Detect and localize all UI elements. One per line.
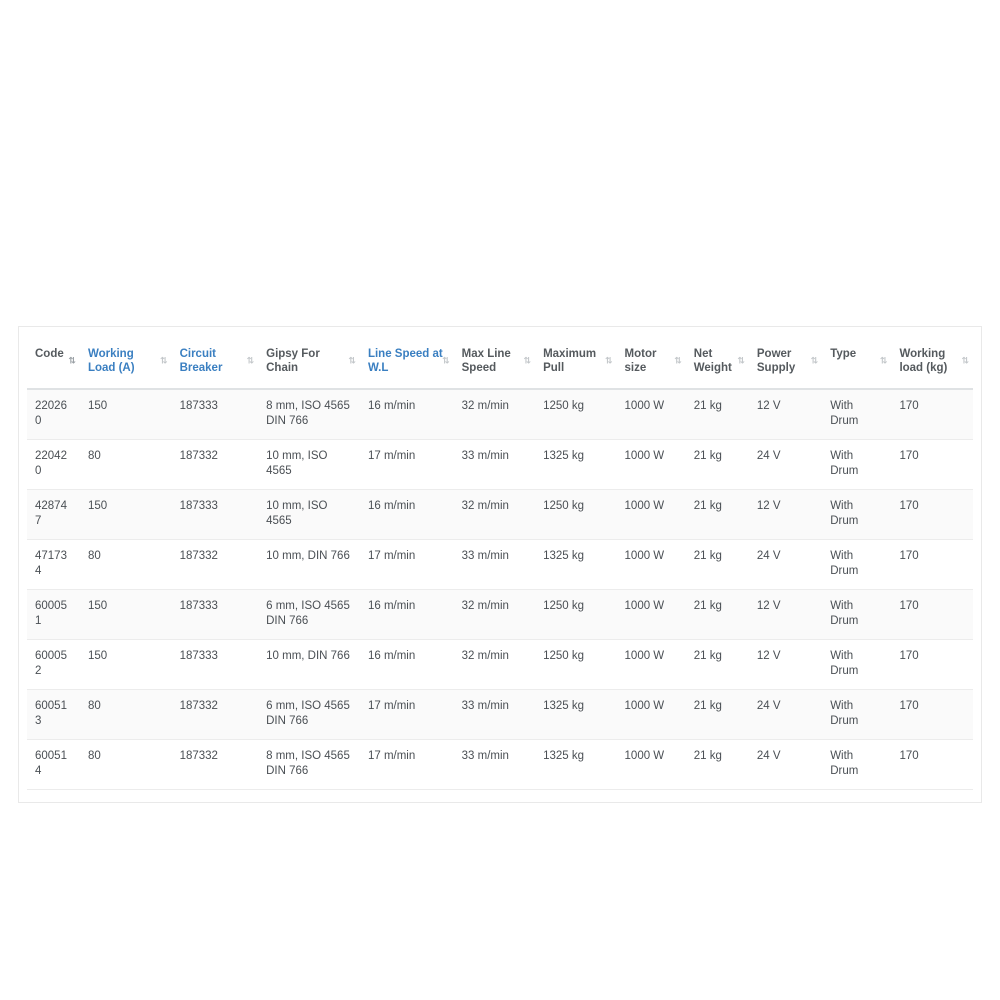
cell-motor-size: 1000 W — [617, 639, 686, 689]
cell-net-weight: 21 kg — [686, 689, 749, 739]
column-header-maximum-pull-label: Maximum Pull — [543, 348, 597, 375]
cell-max-line-speed: 32 m/min — [454, 389, 535, 440]
cell-max-line-speed: 33 m/min — [454, 439, 535, 489]
cell-working-load-a: 80 — [80, 739, 172, 789]
spec-table-container — [18, 326, 982, 803]
column-header-type[interactable] — [822, 337, 891, 389]
cell-maximum-pull: 1250 kg — [535, 589, 616, 639]
cell-working-load-kg: 170 — [891, 589, 973, 639]
cell-gipsy-for-chain: 6 mm, ISO 4565 DIN 766 — [258, 689, 360, 739]
cell-code: 428747 — [27, 489, 80, 539]
cell-line-speed-at-wl: 17 m/min — [360, 539, 454, 589]
column-header-motor-size[interactable] — [617, 337, 686, 389]
sort-arrows-icon[interactable]: ⇅ — [68, 356, 75, 367]
column-header-net-weight[interactable] — [686, 337, 749, 389]
cell-code: 471734 — [27, 539, 80, 589]
cell-working-load-kg: 170 — [891, 489, 973, 539]
cell-maximum-pull: 1250 kg — [535, 639, 616, 689]
table-body — [27, 389, 973, 790]
cell-max-line-speed: 32 m/min — [454, 489, 535, 539]
cell-maximum-pull: 1325 kg — [535, 539, 616, 589]
cell-maximum-pull: 1325 kg — [535, 689, 616, 739]
cell-gipsy-for-chain: 10 mm, ISO 4565 — [258, 489, 360, 539]
cell-line-speed-at-wl: 16 m/min — [360, 389, 454, 440]
cell-power-supply: 24 V — [749, 739, 822, 789]
sort-arrows-icon[interactable]: ⇅ — [879, 356, 887, 367]
cell-code: 220260 — [27, 389, 80, 440]
cell-power-supply: 24 V — [749, 689, 822, 739]
table-row — [27, 539, 973, 589]
table-row — [27, 439, 973, 489]
cell-working-load-kg: 170 — [891, 389, 973, 440]
cell-line-speed-at-wl: 17 m/min — [360, 689, 454, 739]
cell-gipsy-for-chain: 10 mm, DIN 766 — [258, 539, 360, 589]
cell-gipsy-for-chain: 6 mm, ISO 4565 DIN 766 — [258, 589, 360, 639]
column-header-working-load-a-label: Working Load (A) — [87, 348, 135, 375]
table-header — [27, 337, 973, 389]
cell-type: With Drum — [822, 539, 891, 589]
sort-arrows-icon[interactable]: ⇅ — [604, 356, 612, 367]
cell-type: With Drum — [822, 739, 891, 789]
column-header-motor-size-label: Motor size — [624, 348, 657, 375]
cell-circuit-breaker: 187332 — [172, 689, 259, 739]
table-header-row — [27, 337, 973, 389]
column-header-max-line-speed-label: Max Line Speed — [461, 348, 511, 375]
cell-circuit-breaker: 187332 — [172, 739, 259, 789]
cell-working-load-kg: 170 — [891, 739, 973, 789]
cell-line-speed-at-wl: 16 m/min — [360, 489, 454, 539]
cell-code: 220420 — [27, 439, 80, 489]
sort-arrows-icon[interactable]: ⇅ — [810, 356, 818, 367]
cell-max-line-speed: 33 m/min — [454, 739, 535, 789]
cell-circuit-breaker: 187333 — [172, 639, 259, 689]
table-row — [27, 689, 973, 739]
cell-motor-size: 1000 W — [617, 489, 686, 539]
cell-code: 600052 — [27, 639, 80, 689]
column-header-line-speed-at-wl[interactable] — [360, 337, 454, 389]
column-header-maximum-pull[interactable] — [535, 337, 616, 389]
cell-line-speed-at-wl: 16 m/min — [360, 589, 454, 639]
cell-type: With Drum — [822, 589, 891, 639]
cell-code: 600051 — [27, 589, 80, 639]
column-header-power-supply-label: Power Supply — [756, 348, 796, 375]
cell-gipsy-for-chain: 8 mm, ISO 4565 DIN 766 — [258, 739, 360, 789]
cell-circuit-breaker: 187333 — [172, 389, 259, 440]
column-header-circuit-breaker-label: Circuit Breaker — [179, 348, 223, 375]
cell-power-supply: 12 V — [749, 489, 822, 539]
column-header-working-load-a[interactable] — [80, 337, 172, 389]
sort-arrows-icon[interactable]: ⇅ — [961, 356, 968, 367]
cell-net-weight: 21 kg — [686, 389, 749, 440]
cell-gipsy-for-chain: 8 mm, ISO 4565 DIN 766 — [258, 389, 360, 440]
cell-line-speed-at-wl: 17 m/min — [360, 439, 454, 489]
cell-net-weight: 21 kg — [686, 439, 749, 489]
cell-working-load-kg: 170 — [891, 439, 973, 489]
cell-line-speed-at-wl: 17 m/min — [360, 739, 454, 789]
cell-maximum-pull: 1250 kg — [535, 489, 616, 539]
column-header-max-line-speed[interactable] — [454, 337, 535, 389]
column-header-working-load-kg-label: Working load (kg) — [899, 348, 948, 375]
cell-motor-size: 1000 W — [617, 689, 686, 739]
cell-line-speed-at-wl: 16 m/min — [360, 639, 454, 689]
cell-circuit-breaker: 187332 — [172, 539, 259, 589]
cell-working-load-a: 150 — [80, 589, 172, 639]
cell-motor-size: 1000 W — [617, 389, 686, 440]
cell-net-weight: 21 kg — [686, 539, 749, 589]
column-header-net-weight-label: Net Weight — [693, 348, 732, 375]
cell-net-weight: 21 kg — [686, 739, 749, 789]
cell-circuit-breaker: 187333 — [172, 589, 259, 639]
specifications-table — [27, 337, 973, 790]
column-header-working-load-kg[interactable] — [891, 337, 973, 389]
cell-working-load-kg: 170 — [891, 689, 973, 739]
cell-maximum-pull: 1325 kg — [535, 439, 616, 489]
column-header-line-speed-at-wl-label: Line Speed at W.L — [367, 348, 443, 375]
cell-power-supply: 24 V — [749, 439, 822, 489]
column-header-code[interactable] — [27, 337, 80, 389]
cell-net-weight: 21 kg — [686, 589, 749, 639]
cell-power-supply: 12 V — [749, 639, 822, 689]
column-header-gipsy-for-chain-label: Gipsy For Chain — [266, 348, 320, 375]
cell-working-load-kg: 170 — [891, 539, 973, 589]
cell-type: With Drum — [822, 439, 891, 489]
sort-arrows-icon[interactable]: ⇅ — [348, 356, 355, 367]
cell-motor-size: 1000 W — [617, 539, 686, 589]
cell-working-load-a: 80 — [80, 439, 172, 489]
cell-max-line-speed: 33 m/min — [454, 539, 535, 589]
column-header-power-supply[interactable] — [749, 337, 822, 389]
cell-type: With Drum — [822, 639, 891, 689]
column-header-type-label: Type — [830, 348, 857, 360]
cell-working-load-a: 150 — [80, 489, 172, 539]
cell-maximum-pull: 1325 kg — [535, 739, 616, 789]
cell-power-supply: 12 V — [749, 389, 822, 440]
cell-working-load-a: 80 — [80, 689, 172, 739]
table-row — [27, 489, 973, 539]
table-row — [27, 389, 973, 440]
cell-code: 600513 — [27, 689, 80, 739]
cell-working-load-kg: 170 — [891, 639, 973, 689]
column-header-code-label: Code — [35, 348, 64, 360]
sort-arrows-icon[interactable]: ⇅ — [523, 356, 531, 367]
cell-max-line-speed: 32 m/min — [454, 589, 535, 639]
cell-net-weight: 21 kg — [686, 639, 749, 689]
cell-working-load-a: 150 — [80, 639, 172, 689]
sort-arrows-icon[interactable]: ⇅ — [442, 356, 449, 367]
cell-motor-size: 1000 W — [617, 589, 686, 639]
sort-arrows-icon[interactable]: ⇅ — [246, 356, 254, 367]
cell-circuit-breaker: 187333 — [172, 489, 259, 539]
cell-power-supply: 24 V — [749, 539, 822, 589]
cell-max-line-speed: 33 m/min — [454, 689, 535, 739]
cell-motor-size: 1000 W — [617, 739, 686, 789]
cell-type: With Drum — [822, 689, 891, 739]
cell-working-load-a: 80 — [80, 539, 172, 589]
sort-arrows-icon[interactable]: ⇅ — [674, 356, 681, 367]
cell-net-weight: 21 kg — [686, 489, 749, 539]
table-row — [27, 639, 973, 689]
column-header-circuit-breaker[interactable] — [172, 337, 259, 389]
cell-circuit-breaker: 187332 — [172, 439, 259, 489]
cell-max-line-speed: 32 m/min — [454, 639, 535, 689]
cell-gipsy-for-chain: 10 mm, ISO 4565 — [258, 439, 360, 489]
table-row — [27, 739, 973, 789]
cell-working-load-a: 150 — [80, 389, 172, 440]
column-header-gipsy-for-chain[interactable] — [258, 337, 360, 389]
cell-type: With Drum — [822, 389, 891, 440]
sort-arrows-icon[interactable]: ⇅ — [160, 356, 167, 367]
cell-maximum-pull: 1250 kg — [535, 389, 616, 440]
cell-code: 600514 — [27, 739, 80, 789]
sort-arrows-icon[interactable]: ⇅ — [737, 356, 744, 367]
cell-type: With Drum — [822, 489, 891, 539]
cell-power-supply: 12 V — [749, 589, 822, 639]
cell-motor-size: 1000 W — [617, 439, 686, 489]
cell-gipsy-for-chain: 10 mm, DIN 766 — [258, 639, 360, 689]
table-row — [27, 589, 973, 639]
